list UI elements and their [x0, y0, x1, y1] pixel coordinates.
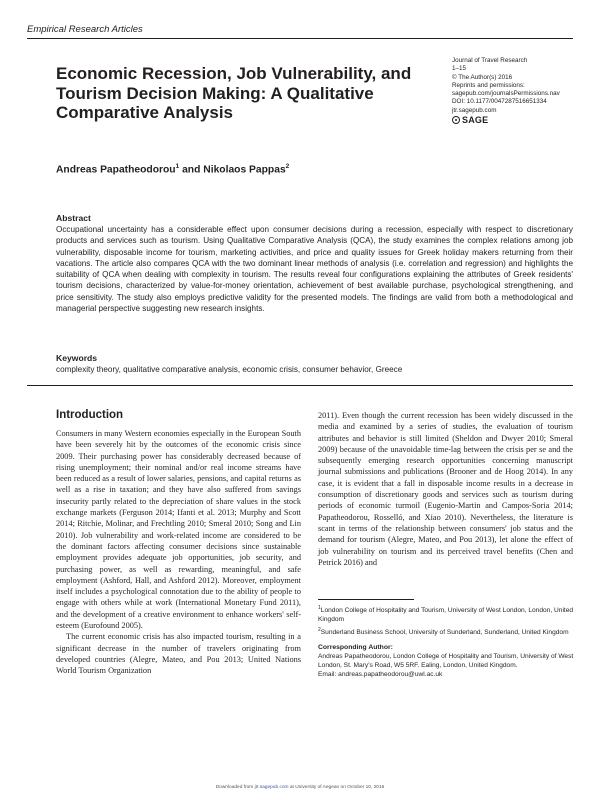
footnote-rule: [318, 599, 414, 600]
right-column: [318, 410, 573, 568]
section-label: Empirical Research Articles: [27, 24, 143, 35]
affiliation-footnote: $^1$London College of Hospitality and Tourism, University of West London, London, United Kingdom: [318, 605, 574, 624]
download-notice: Downloaded from jtr.sagepub.com at University of Aegean on October 10, 2016: [215, 785, 385, 790]
body-paragraph: The current economic crisis has also impacted tourism, resulting in a significant decrease in the number of travelers originating from developed countries (Alegre, Mateo, and Pou 2013; United Nations World Tourism Organization: [56, 632, 301, 676]
body-rule: [27, 385, 573, 386]
journal-info: [452, 57, 592, 124]
header-rule: [27, 38, 573, 39]
corresponding-author-heading: Corresponding Author:: [318, 644, 393, 652]
download-site-link[interactable]: jtr.sagepub.com: [254, 785, 289, 790]
abstract-text: Occupational uncertainty has a considerable effect upon consumer decisions during a recession, especially with respect to discretionary products and services such as tourism. Using Qualitative Comparative Analysis (QCA), the study examines the complex relations among job vulnerability, disposable income for tourism, marketing activities, and price and quality issues for Greek holiday makers returning from their vacations. The article also compares QCA with the two dominant linear methods of analysis (i.e. correlation and regression) and highlights the suitability of QCA when dealing with complexity in tourism. The results reveal four configurations explaining the attributes of Greek residents' tourism decisions, characterized by value-for-money orientation, achievement of best available purchase, psychological strengthening, and price sensitivity. The study also employs predictive validity for the presented models. The findings are valid from both a methodological and managerial perspective suggesting new research insights.: [56, 225, 573, 314]
author-name: Andreas Papatheodorou: [56, 164, 176, 176]
author-affiliation-mark: 2: [285, 163, 290, 170]
body-paragraph: 2011). Even though the current recession has been widely discussed in the media and examined by a series of studies, the evaluation of tourism attributes and behavior is still limited (Sheldon and Dwyer 2010; Smeral 2009) because of the unavoidable time-lag between the crisis per se and the subsequently emerging research opportunities concerning manuscript journal submissions and publications (Brooner and de Hoog 2014). In any case, it is evident that a fall in disposable income results in a decrease in consumption of discretionary goods and services such as tourism during periods of economic turmoil (Eugenio-Martin and Campos-Soria 2014; Papatheodorou, Rosselló, and Xiao 2010). Nevertheless, the literature is scant in terms of the relationship between consumers' job status and the demand for tourism (Alegre, Mateo, and Pou 2013), let alone the effect of job vulnerability on tourism and its perceived travel benefits (Chen and Petrick 2016) and: [318, 411, 573, 567]
author-affiliation-mark: 1: [175, 163, 180, 170]
journal-pages: 1–15: [452, 65, 467, 73]
author-joiner: and: [182, 164, 201, 176]
abstract-heading: Abstract: [56, 213, 91, 223]
journal-reprints: Reprints and permissions:: [452, 81, 525, 89]
journal-doi[interactable]: DOI: 10.1177/0047287516651334: [452, 98, 547, 106]
affiliation-footnote: $^2$Sunderland Business School, University of Sunderland, Sunderland, United Kingdom: [318, 627, 569, 637]
body-paragraph: Consumers in many Western economies especially in the European South have been severely hit by the outcomes of the economic crisis since 2009. Their purchasing power has considerably decreased because of rising unemployment; their nominal and/or real income streams have been reduced as a result of lower salaries, pensions, and capital returns as well as a rise in taxation; and they have also suffered from savings insecurity partly related to the depreciation of share values in the stock exchange markets (Ferguson 2014; Ifanti et al. 2013; Murphy and Scott 2014; Ritchie, Molinar, and Frechtling 2010; Smeral 2010; Song and Lin 2010). Job vulnerability and work-related income are considered to be the dominant factors affecting consumer decisions since sustainable employment provides adequate job opportunities, job security, and purchasing power, as well as rewarding, meaningful, and safe employment (Ashford, Hall, and Ashford 2012). Moreover, employment itself includes a psychological connotation due to the ability of people to engage with others while at work (International Monetary Fund 2011), and the development of a creative environment to enhance workers' self-esteem (Eurofound 2005).: [56, 429, 301, 631]
footnotes: [318, 604, 574, 679]
article-title: Economic Recession, Job Vulnerability, and Tourism Decision Making: A Qualitative Comparative Analysis: [56, 64, 412, 122]
introduction-heading: Introduction: [56, 409, 124, 421]
sage-logo-text: SAGE: [462, 115, 489, 126]
left-column: [56, 428, 301, 677]
keywords-text: complexity theory, qualitative comparative analysis, economic crisis, consumer behavior, Greece: [56, 365, 403, 374]
keywords-heading: Keywords: [56, 353, 98, 363]
journal-permissions-link[interactable]: sagepub.com/journalsPermissions.nav: [452, 90, 560, 98]
sage-logo: [452, 116, 592, 124]
author-line: [56, 163, 289, 175]
sage-logo-icon: [452, 116, 460, 124]
author-name: Nikolaos Pappas: [203, 164, 286, 176]
journal-name: Journal of Travel Research: [452, 57, 528, 64]
journal-copyright: © The Author(s) 2016: [452, 73, 513, 81]
corresponding-author-email[interactable]: Email: andreas.papatheodorou@uwl.ac.uk: [318, 671, 443, 679]
journal-site-link[interactable]: jtr.sagepub.com: [452, 106, 497, 114]
corresponding-author-text: Andreas Papatheodorou, London College of Hospitality and Tourism, University of West London, St. Mary's Road, W5 5RF. Ealing, London, United Kingdom.: [318, 653, 574, 670]
